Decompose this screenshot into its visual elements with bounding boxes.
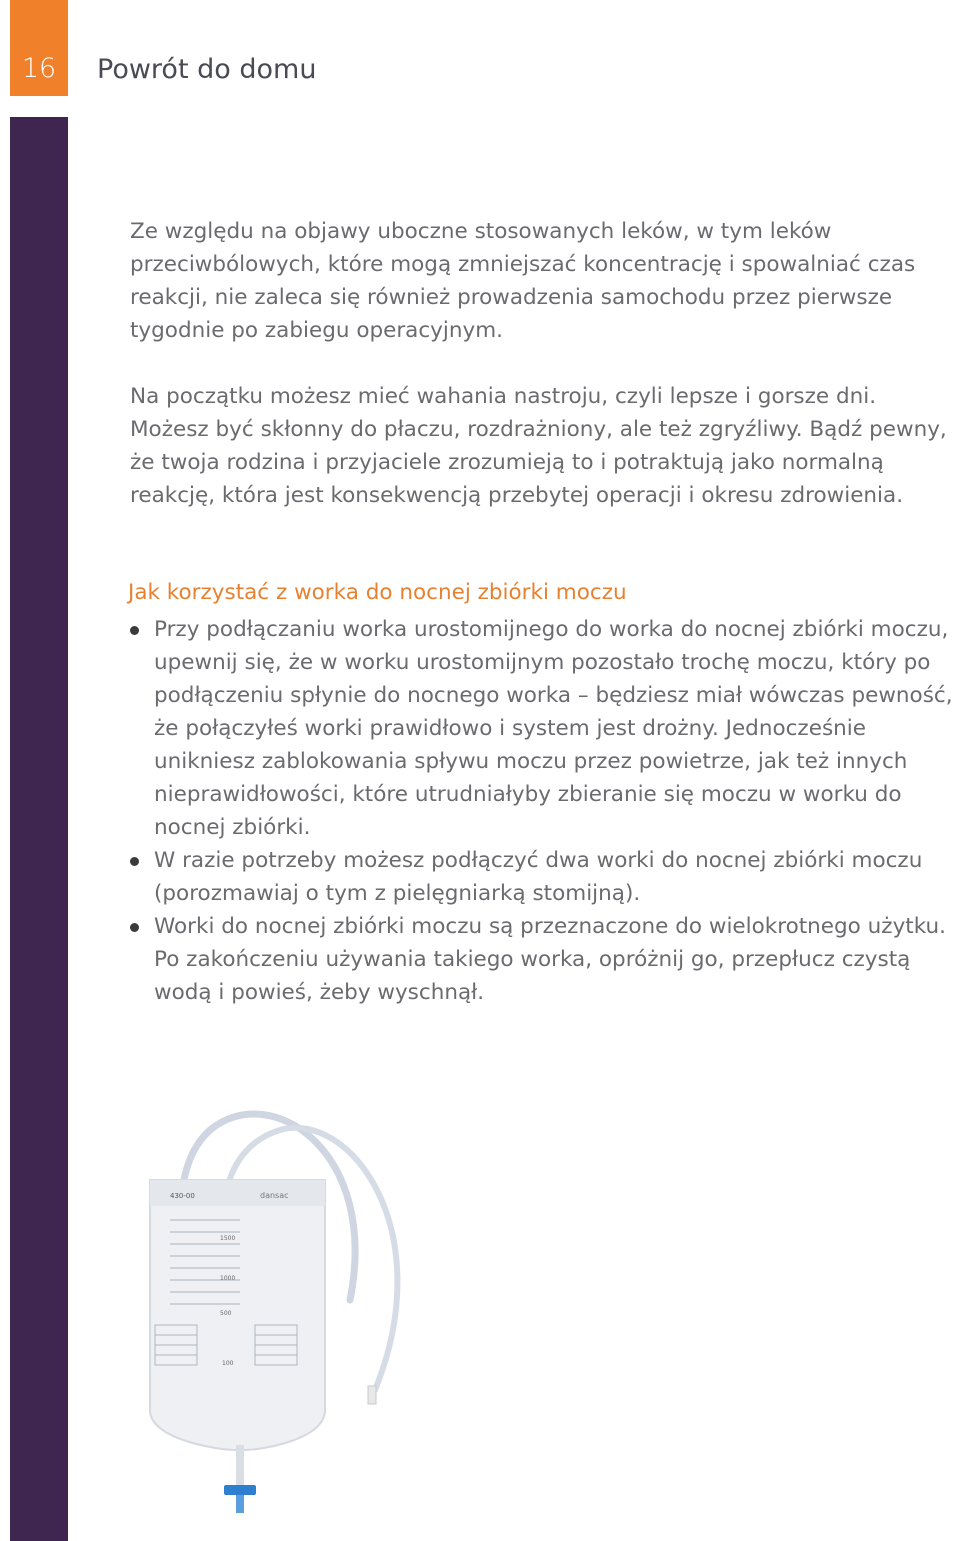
list-item: [130, 910, 960, 1009]
paragraph-driving: Ze względu na objawy uboczne stosowanych leków, w tym leków przeciwbólowych, które mogą zmniejszać koncentrację i spowalniać czas reakcji, nie zaleca się również prowadzenia samochodu przez pierwsze tygodnie po zabiegu operacyjnym.: [130, 219, 916, 343]
main-content: [130, 215, 960, 545]
paragraph-mood: Na początku możesz mieć wahania nastroju, czyli lepsze i gorsze dni. Możesz być skłonny do płaczu, rozdrażniony, ale też zgryźliwy. Bądź pewny, że twoja rodzina i przyjaciele zrozumieją to i potraktują jako normalną reakcję, która jest konsekwencją przebytej operacji i okresu zdrowienia.: [130, 384, 947, 508]
list-item-text: Przy podłączaniu worka urostomijnego do worka do nocnej zbiórki moczu, upewnij się, że w worku urostomijnym pozostało trochę moczu, który po podłączeniu spłynie do nocnego worka – będziesz miał wówczas pewność, że połączyłeś worki prawidłowo i system jest drożny. Jednocześnie unikniesz zablokowania spływu moczu przez powietrze, jak też innych nieprawidłowości, które utrudniałyby zbieranie się moczu w worku do nocnej zbiórki.: [154, 617, 953, 840]
sidebar-stripe: [10, 117, 68, 1541]
list-item-text: Worki do nocnej zbiórki moczu są przeznaczone do wielokrotnego użytku. Po zakończeniu używania takiego worka, opróżnij go, przepłucz czystą wodą i powieś, żeby wyschnął.: [154, 914, 946, 1005]
page-number-box: [10, 0, 68, 96]
scale-mark: 1500: [220, 1235, 236, 1242]
page-title: Powrót do domu: [97, 54, 317, 85]
code-label: 430-00: [170, 1192, 195, 1200]
bullet-icon: [130, 923, 139, 932]
bullet-list: [130, 613, 960, 1009]
outlet-tube: [236, 1445, 244, 1485]
bullet-icon: [130, 626, 139, 635]
list-item: [130, 613, 960, 844]
section-title: Jak korzystać z worka do nocnej zbiórki moczu: [128, 580, 627, 605]
valve-tip: [236, 1495, 244, 1513]
scale-mark: 100: [222, 1360, 234, 1367]
list-item: [130, 844, 960, 910]
scale-mark: 1000: [220, 1275, 236, 1282]
bullet-icon: [130, 857, 139, 866]
drainage-bag-photo: [120, 1090, 460, 1540]
brand-label: dansac: [260, 1191, 289, 1200]
page-number: 16: [21, 53, 57, 84]
list-item-text: W razie potrzeby możesz podłączyć dwa worki do nocnej zbiórki moczu (porozmawiaj o tym z pielęgniarką stomijną).: [154, 848, 923, 906]
valve-icon: [224, 1485, 256, 1495]
tube-connector: [368, 1386, 376, 1404]
scale-mark: 500: [220, 1310, 232, 1317]
